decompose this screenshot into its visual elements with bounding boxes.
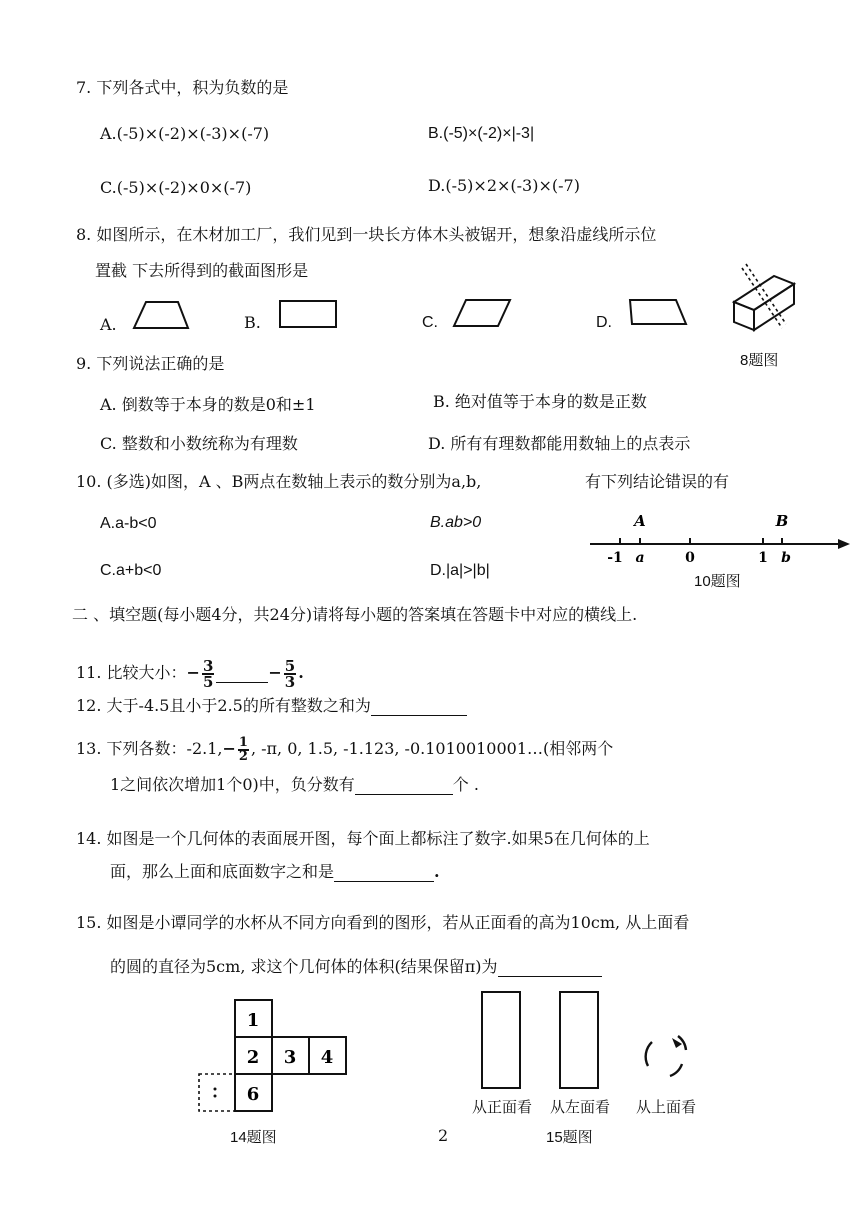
- top-view-label: 从上面看: [636, 1099, 697, 1116]
- q12-text: 12. 大于-4.5且小于2.5的所有整数之和为: [76, 696, 371, 715]
- q13-line1: [76, 734, 613, 764]
- net-face-1: 1: [246, 1010, 260, 1031]
- q11-fraction-2: $\frac{5}{3}$: [284, 656, 296, 691]
- tick-label: -1: [607, 550, 623, 566]
- page-number: 2: [438, 1126, 449, 1145]
- net-face-3: 3: [283, 1047, 297, 1068]
- q13-line2-text: 1之间依次增加1个0)中，负分数有: [110, 775, 355, 794]
- tick-label: 0: [685, 550, 695, 566]
- left-view-label: 从左面看: [550, 1099, 611, 1116]
- trapezoid-right-shape: [624, 296, 690, 330]
- q11-fraction-1: $\frac{3}{5}$: [202, 656, 214, 691]
- net-face-6: 6: [246, 1084, 260, 1105]
- q9-option-a: A. 倒数等于本身的数是0和±1: [100, 395, 316, 414]
- front-view-figure: [478, 988, 524, 1094]
- q9-option-c: C. 整数和小数统称为有理数: [100, 434, 298, 453]
- q7-option-c: C.(-5)×(-2)×0×(-7): [100, 178, 252, 197]
- q14-answer-blank[interactable]: [334, 865, 434, 882]
- q12-line: [76, 696, 467, 716]
- q14-caption: 14题图: [230, 1129, 277, 1146]
- q8-stem-line2: 置截 下去所得到的截面图形是: [95, 261, 309, 280]
- q11-prefix: 11. 比较大小：: [76, 663, 187, 682]
- q10-stem: 10. (多选)如图，A 、B两点在数轴上表示的数分别为a,b,: [76, 472, 482, 491]
- q8-stem: 8. 如图所示，在木材加工厂，我们见到一块长方体木头被锯开，想象沿虚线所示位: [76, 225, 657, 244]
- tick-label: b: [781, 550, 791, 566]
- q10-caption: 10题图: [694, 573, 741, 590]
- cube-net-figure: [195, 996, 355, 1114]
- q8-option-d: D.: [596, 314, 612, 331]
- q13-line2: [110, 775, 479, 795]
- rectangle-shape: [276, 297, 340, 331]
- q13-line2-end: 个 .: [452, 775, 479, 794]
- q15-line1: 15. 如图是小谭同学的水杯从不同方向看到的图形，若从正面看的高为10cm, 从上面看: [76, 913, 690, 932]
- q15-answer-blank[interactable]: [498, 960, 602, 977]
- q10-stem-tail: 有下列结论错误的有: [585, 472, 730, 491]
- net-face-4: 4: [320, 1047, 334, 1068]
- q11-line: [76, 655, 304, 691]
- q13-frac-sign: −: [222, 739, 236, 758]
- trapezoid-shape: [128, 300, 192, 332]
- q15-caption: 15题图: [546, 1129, 593, 1146]
- q9-stem: 9. 下列说法正确的是: [76, 354, 225, 373]
- q10-option-a: A.a-b<0: [100, 515, 157, 532]
- q15-line2: [110, 957, 602, 977]
- q9-option-b: B. 绝对值等于本身的数是正数: [433, 392, 647, 411]
- q8-option-b: B.: [244, 313, 261, 332]
- q8-option-c: C.: [422, 314, 438, 331]
- q8-caption: 8题图: [740, 352, 779, 369]
- q11-minus-2: −: [268, 663, 282, 682]
- net-face-2: 2: [246, 1047, 260, 1068]
- front-view-label: 从正面看: [472, 1099, 533, 1116]
- q7-stem: 7. 下列各式中，积为负数的是: [76, 78, 289, 97]
- q14-line2: [110, 862, 440, 882]
- q11-period: .: [298, 663, 304, 682]
- q7-option-a: A.(-5)×(-2)×(-3)×(-7): [100, 124, 270, 143]
- q13-prefix: 13. 下列各数：-2.1,: [76, 739, 223, 758]
- q13-answer-blank[interactable]: [355, 778, 453, 795]
- tick-label: 1: [758, 550, 768, 566]
- section-2-heading: 二 、填空题(每小题4分，共24分)请将每小题的答案填在答题卡中对应的横线上.: [72, 605, 638, 624]
- tick-label: a: [635, 550, 645, 566]
- point-a-label: A: [634, 512, 646, 530]
- top-view-figure: [638, 1026, 694, 1082]
- q10-option-c: C.a+b<0: [100, 562, 162, 579]
- q13-fraction: $\frac{1}{2}$: [238, 734, 248, 764]
- q9-option-d: D. 所有有理数都能用数轴上的点表示: [428, 434, 691, 453]
- point-b-label: B: [775, 512, 789, 530]
- q11-minus-1: −: [186, 663, 200, 682]
- q11-answer-blank[interactable]: [216, 664, 268, 683]
- q13-rest: , -π, 0, 1.5, -1.123, -0.1010010001…(相邻两个: [250, 739, 614, 758]
- q7-option-b: B.(-5)×(-2)×|-3|: [428, 125, 535, 142]
- q14-line1: 14. 如图是一个几何体的表面展开图，每个面上都标注了数字.如果5在几何体的上: [76, 829, 650, 848]
- number-line-figure: [588, 508, 850, 566]
- cuboid-figure: [730, 262, 800, 336]
- q7-option-d: D.(-5)×2×(-3)×(-7): [428, 176, 580, 195]
- left-view-figure: [556, 988, 602, 1094]
- q14-period: .: [434, 862, 440, 881]
- q15-line2-text: 的圆的直径为5cm, 求这个几何体的体积(结果保留π)为: [110, 957, 498, 976]
- q8-option-a: A.: [100, 315, 117, 334]
- parallelogram-shape: [448, 296, 514, 330]
- q14-line2-text: 面，那么上面和底面数字之和是: [110, 862, 335, 881]
- q10-option-d: D.|a|>|b|: [430, 562, 490, 579]
- q12-answer-blank[interactable]: [371, 699, 467, 716]
- q10-option-b: B.ab>0: [430, 514, 482, 531]
